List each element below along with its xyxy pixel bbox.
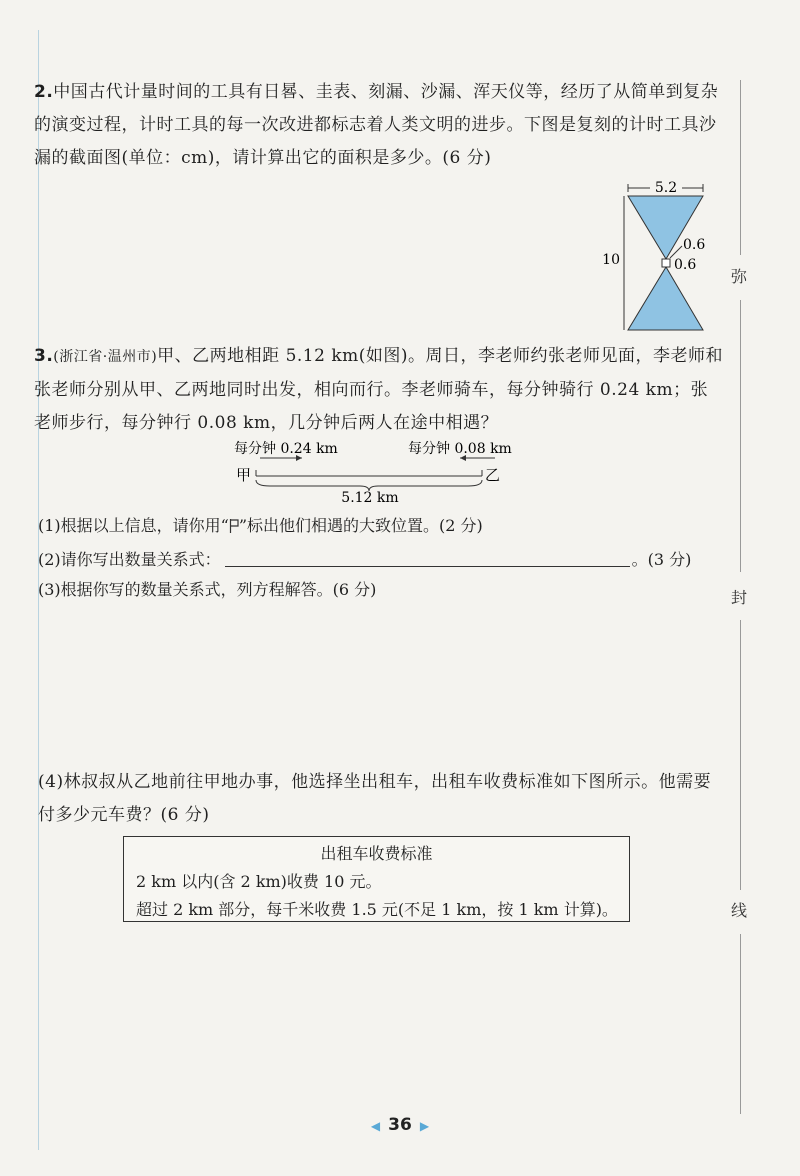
sub-question-1: (1)根据以上信息，请你用“ ”标出他们相遇的大致位置。(2 分) — [38, 516, 483, 535]
seal-line-3 — [740, 620, 741, 890]
answer-blank[interactable] — [225, 548, 630, 567]
sub-question-3: (3)根据你写的数量关系式，列方程解答。(6 分) — [38, 580, 377, 599]
center-square — [662, 259, 670, 267]
sub-question-2: (2)请你写出数量关系式： 。(3 分) — [38, 550, 692, 569]
seal-line-2 — [740, 300, 741, 572]
question-2 — [34, 76, 724, 175]
seal-char-feng: 封 — [731, 588, 748, 607]
page-number: 36 — [388, 1115, 412, 1135]
place-jia: 甲 — [236, 466, 252, 484]
fee-row-1: 2 km 以内(含 2 km)收费 10 元。 — [136, 872, 382, 891]
sub-question-4: (4)林叔叔从乙地前往甲地办事，他选择坐出租车，出租车收费标准如下图所示。他需要付多少元车费？(6 分) — [38, 772, 712, 825]
fee-row-2: 超过 2 km 部分，每千米收费 1.5 元(不足 1 km，按 1 km 计算)。 — [136, 900, 618, 919]
distance-diagram — [220, 436, 520, 504]
question-3-number: 3. — [34, 346, 54, 366]
left-speed-label: 每分钟 0.24 km — [234, 441, 338, 457]
taxi-fee-table — [123, 836, 630, 922]
question-3 — [34, 340, 724, 440]
seal-line-4 — [740, 934, 741, 1114]
flag-icon — [229, 519, 239, 533]
prev-arrow-icon: ◀ — [370, 1119, 381, 1133]
seal-line-1 — [740, 80, 741, 255]
lower-triangle — [628, 267, 703, 330]
next-arrow-icon: ▶ — [419, 1119, 430, 1133]
height-label: 10 — [602, 252, 620, 268]
question-2-text: 中国古代计量时间的工具有日晷、圭表、刻漏、沙漏、浑天仪等，经历了从简单到复杂的演变过程，计时工具的每一次改进都标志着人类文明的进步。下图是复刻的计时工具沙漏的截面图(单位：cm)，请计算出它的面积是多少。(6 分) — [34, 82, 719, 168]
hourglass-figure — [602, 172, 720, 337]
seal-char-xian: 线 — [731, 901, 748, 920]
question-3-source: (浙江省·温州市) — [53, 349, 158, 365]
distance-label: 5.12 km — [341, 490, 399, 506]
question-2-number: 2. — [34, 82, 54, 102]
label-upper-06: 0.6 — [683, 237, 706, 253]
seal-char-mi: 弥 — [731, 267, 748, 286]
question-3-text: 甲、乙两地相距 5.12 km(如图)。周日，李老师约张老师见面，李老师和张老师分别从甲、乙两地同时出发，相向而行。李老师骑车，每分钟骑行 0.24 km；张老师步行，每分钟行 0.08 km，几分钟后两人在途中相遇？ — [34, 346, 724, 433]
top-width-label: 5.2 — [654, 180, 678, 196]
place-yi: 乙 — [485, 466, 501, 484]
label-lower-06: 0.6 — [674, 257, 697, 273]
page-footer — [0, 1115, 800, 1135]
right-speed-label: 每分钟 0.08 km — [408, 441, 512, 457]
fee-table-title: 出租车收费标准 — [320, 844, 433, 863]
